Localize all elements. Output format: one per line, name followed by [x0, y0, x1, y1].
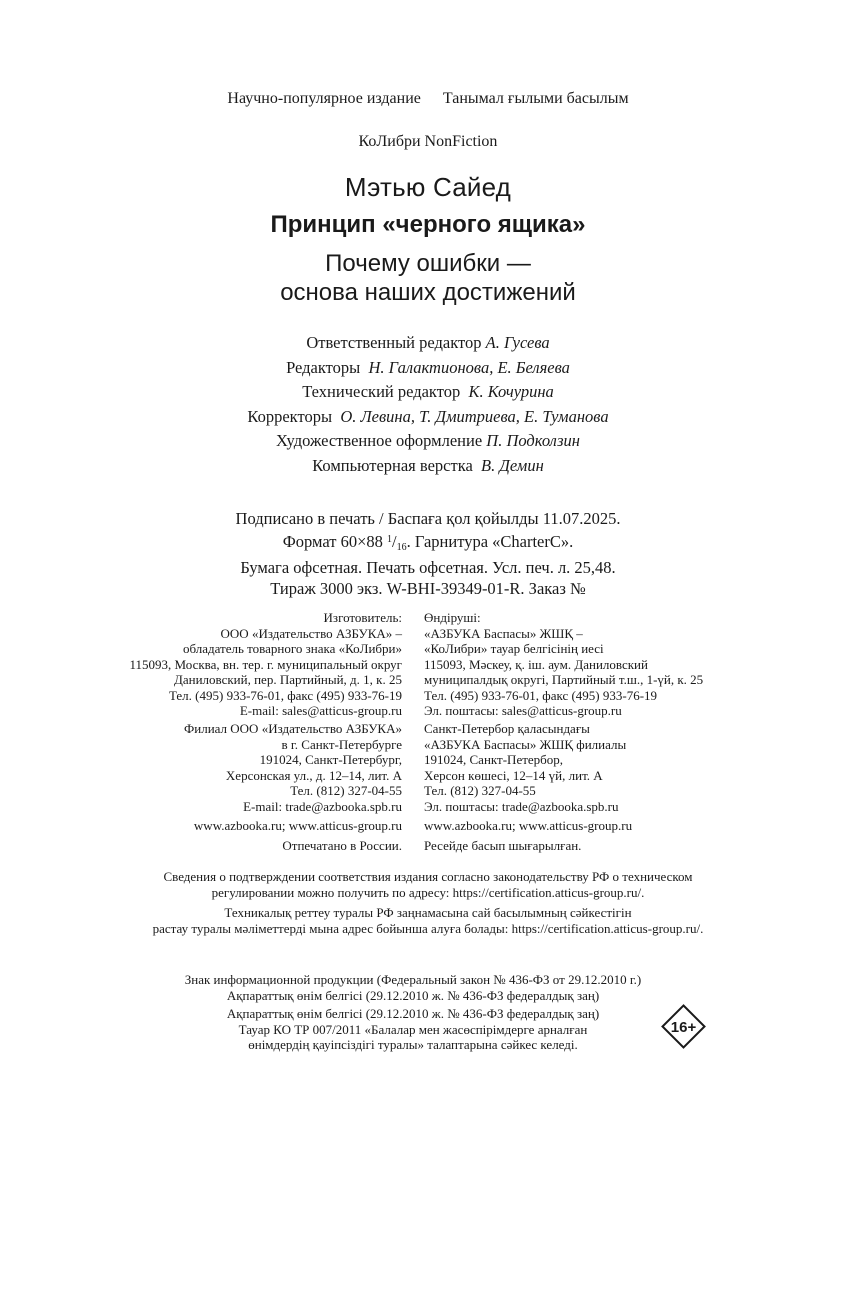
- credit-row: Редакторы Н. Галактионова, Е. Беляева: [286, 357, 570, 377]
- certification-kz: Техникалық реттеу туралы РФ заңнамасына сай басылымның сәйкестігін растау туралы мәліметтерді мына адрес бойынша алуға болады: https://certification.atticus-group.ru/.: [152, 905, 704, 936]
- author: Мэтью Сайед: [344, 172, 512, 202]
- email-ru: E-mail: sales@atticus-group.ru: [239, 703, 402, 718]
- credit-row: Технический редактор К. Кочурина: [302, 382, 554, 401]
- imprint: КоЛибри NonFiction: [358, 133, 498, 150]
- info-sign-kz: Ақпараттық өнім белгісі (29.12.2010 ж. № 436-ФЗ федералдық заң) Тауар КО ТР 007/2011 «Балалар мен жасөспірімдерге арналған өнімдердің қауіпсіздігі туралы» талаптарына сәйкес келеді.: [226, 1006, 600, 1052]
- series-line: [0, 90, 856, 108]
- websites-ru: www.azbooka.ru; www.atticus-group.ru: [193, 818, 402, 833]
- series-ru: Научно-популярное издание: [227, 90, 421, 107]
- printed-kz: Ресейде басып шығарылған.: [424, 838, 582, 853]
- print-run-line: Тираж 3000 экз. W-BHI-39349-01-R. Заказ №: [270, 578, 586, 598]
- credit-row: Художественное оформление П. Подколзин: [276, 431, 580, 450]
- age-rating-text: 16+: [670, 1019, 697, 1036]
- branch-email-ru: E-mail: trade@azbooka.spb.ru: [243, 798, 402, 814]
- branch-kz: Санкт-Петербор қаласындағы «АЗБУКА Баспасы» ЖШҚ филиалы 191024, Санкт-Петербор, Херсон көшесі, 12–14 үй, лит. А Тел. (812) 327-04-55 Эл. поштасы: trade@azbooka.spb.ru: [424, 721, 627, 814]
- branch-email-kz: Эл. поштасы: trade@azbooka.spb.ru: [424, 798, 619, 814]
- signed-date: Подписано в печать / Баспаға қол қойылды 11.07.2025.: [235, 509, 621, 528]
- info-sign-ru: Знак информационной продукции (Федеральный закон № 436-ФЗ от 29.12.2010 г.) Ақпараттық өнім белгісі (29.12.2010 ж. № 436-ФЗ федералдық заң): [184, 972, 642, 1003]
- certification-ru: Сведения о подтверждении соответствия издания согласно законодательству РФ о техническом регулировании можно получить по адресу: https://certification.atticus-group.ru/.: [163, 869, 693, 900]
- websites-kz: www.azbooka.ru; www.atticus-group.ru: [424, 818, 633, 833]
- series-kz: Танымал ғылыми басылым: [442, 90, 629, 107]
- credit-row: Корректоры О. Левина, Т. Дмитриева, Е. Туманова: [247, 406, 609, 426]
- credit-row: Ответственный редактор А. Гусева: [306, 333, 550, 352]
- book-title: Принцип «черного ящика»: [270, 211, 586, 238]
- book-subtitle: [0, 249, 856, 307]
- credit-row: Компьютерная верстка В. Демин: [312, 455, 544, 475]
- format-line: Формат 60×88 $^1/_{16}$. Гарнитура «CharterC».: [282, 531, 574, 553]
- credits: [0, 331, 856, 478]
- manufacturer-ru: Изготовитель: ООО «Издательство АЗБУКА» – обладатель товарного знака «КоЛибри» 115093, Москва, вн. тер. г. муниципальный округ Даниловский, пер. Партийный, д. 1, к. 25 Тел. (495) 933-76-01, факс (495) 933-76-19 E-mail: sales@atticus-group.ru: [129, 610, 402, 718]
- print-info: [0, 509, 856, 599]
- branch-ru: Филиал ООО «Издательство АЗБУКА» в г. Санкт-Петербурге 191024, Санкт-Петербург, Херсонская ул., д. 12–14, лит. А Тел. (812) 327-04-55 E-mail: trade@azbooka.spb.ru: [183, 721, 402, 814]
- printed-ru: Отпечатано в России.: [282, 838, 402, 853]
- manufacturer-kz: Өндіруші: «АЗБУКА Баспасы» ЖШҚ – «КоЛибри» тауар белгісінің иесі 115093, Мәскеу, қ. іш. аум. Даниловский муниципалдық округі, Партийный т.ш., 1-үй, к. 25 Тел. (495) 933-76-01, факс (495) 933-76-19 Эл. поштасы: sales@atticus-group.ru: [424, 610, 704, 718]
- subtitle-line-1: Почему ошибки —: [325, 250, 531, 277]
- subtitle-line-2: основа наших достижений: [280, 279, 576, 306]
- email-kz: Эл. поштасы: sales@atticus-group.ru: [424, 703, 622, 718]
- age-rating-badge: [661, 1004, 706, 1049]
- paper-line: Бумага офсетная. Печать офсетная. Усл. печ. л. 25,48.: [240, 558, 616, 577]
